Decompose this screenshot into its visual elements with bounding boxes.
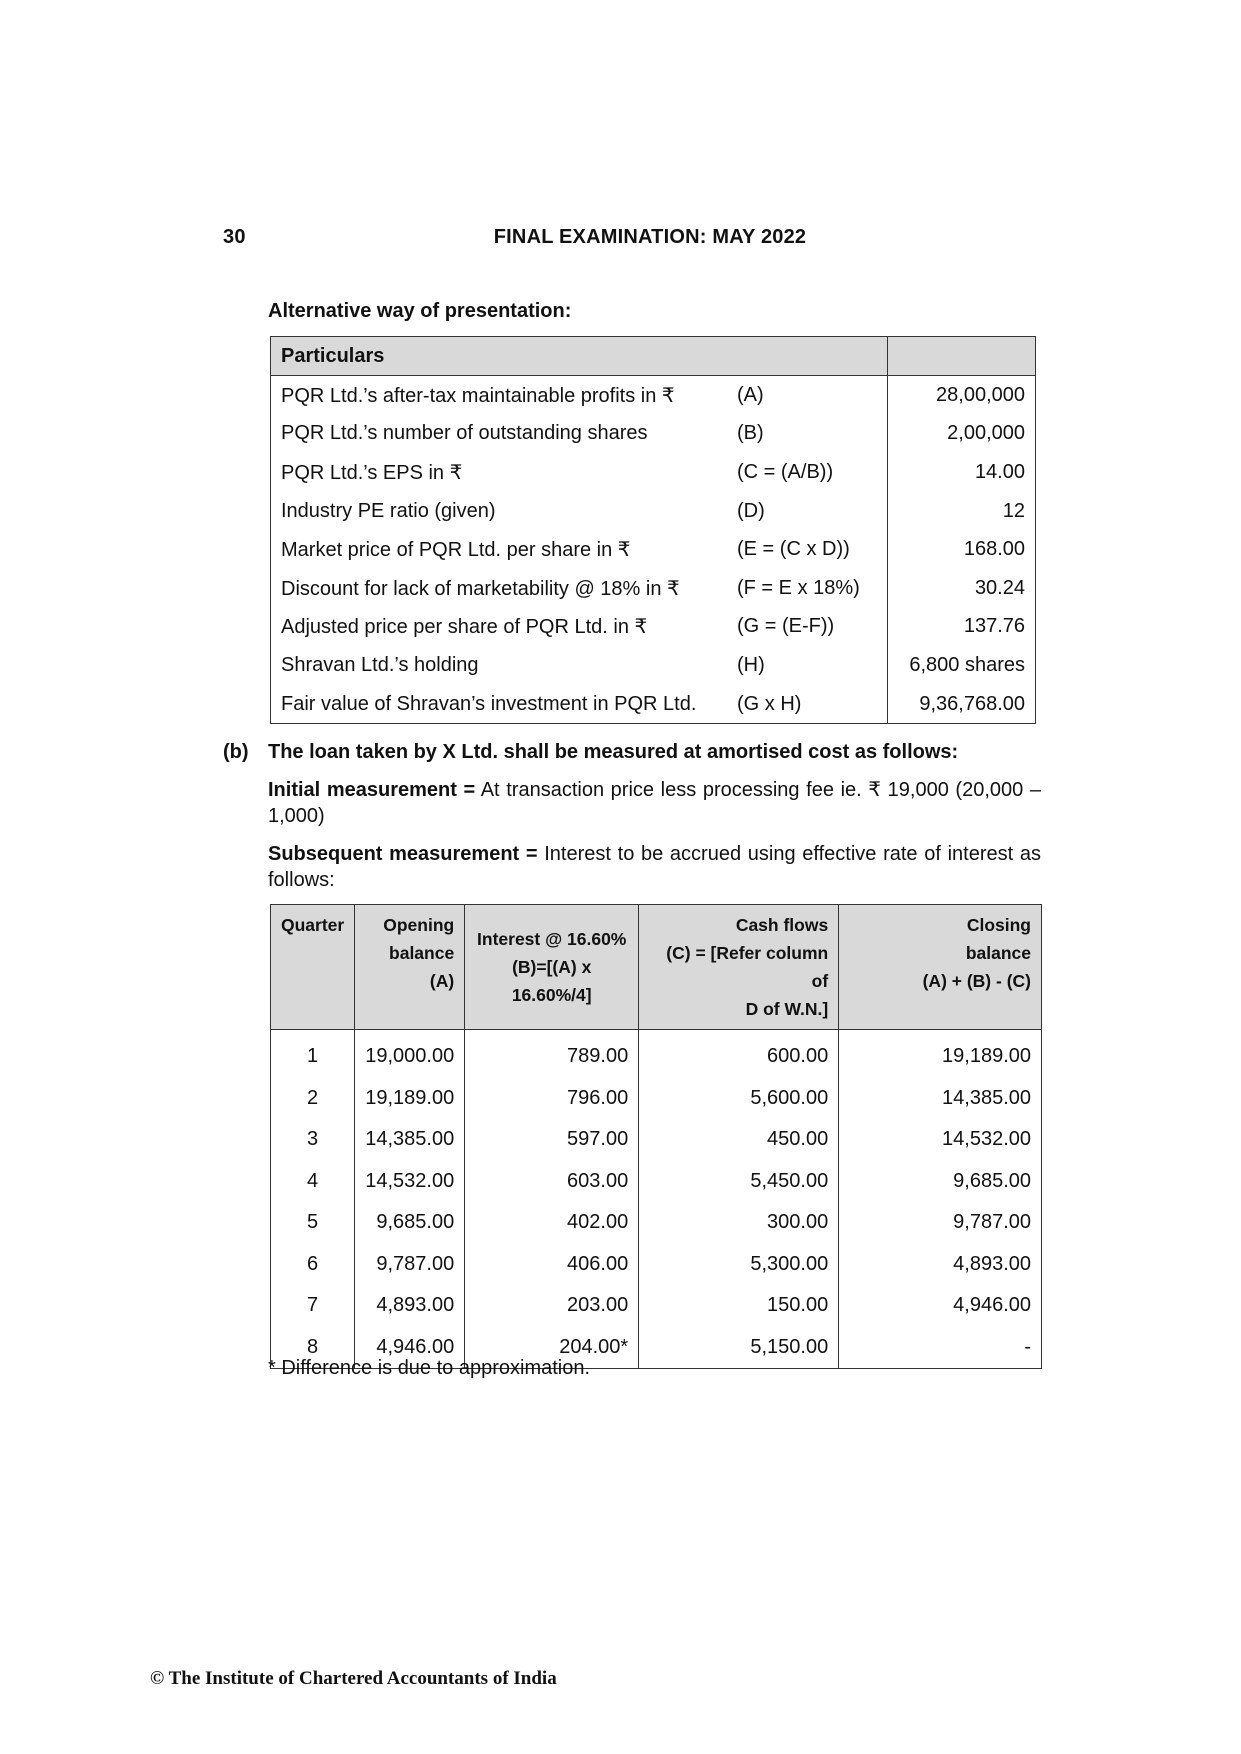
value-cell: 12 [888, 492, 1036, 531]
table-row [271, 376, 1036, 415]
opening-balance-cell: 14,532.00 [355, 1161, 465, 1203]
opening-balance-cell: 9,685.00 [355, 1202, 465, 1244]
table-row [271, 1030, 1042, 1078]
table-row [271, 1285, 1042, 1327]
interest-cell: 203.00 [465, 1285, 639, 1327]
table-row [271, 1161, 1042, 1203]
initial-measurement-paragraph [268, 777, 1041, 829]
alternative-presentation-title: Alternative way of presentation: [268, 300, 572, 322]
particular-cell: Adjusted price per share of PQR Ltd. in ₹ [271, 608, 728, 647]
quarter-cell: 5 [271, 1202, 355, 1244]
interest-cell: 796.00 [465, 1078, 639, 1120]
initial-measurement-label: Initial measurement = [268, 779, 476, 801]
reference-cell: (C = (A/B)) [727, 453, 888, 492]
page-number: 30 [223, 226, 246, 248]
value-cell: 168.00 [888, 530, 1036, 569]
subsequent-measurement-paragraph [268, 841, 1041, 893]
table-row [271, 569, 1036, 608]
opening-header-line1: Opening [383, 915, 455, 935]
alternative-valuation-table [270, 336, 1036, 724]
closing-balance-cell: 14,385.00 [839, 1078, 1042, 1120]
cash-flow-cell: 5,450.00 [639, 1161, 839, 1203]
quarter-header [271, 905, 355, 1030]
cash-header-line1: Cash flows [735, 915, 829, 935]
quarter-cell: 2 [271, 1078, 355, 1120]
subsequent-measurement-label: Subsequent measurement = [268, 843, 538, 865]
reference-cell: (A) [727, 376, 888, 415]
table-row [271, 492, 1036, 531]
reference-cell: (D) [727, 492, 888, 531]
interest-cell: 597.00 [465, 1119, 639, 1161]
subsequent-measurement-text: Interest to be accrued using effective rate of interest as follows: [268, 843, 1041, 891]
value-cell: 6,800 shares [888, 646, 1036, 685]
quarter-cell: 6 [271, 1244, 355, 1286]
table-row [271, 685, 1036, 724]
quarter-header-text: Quarter [281, 915, 345, 935]
particular-cell: Discount for lack of marketability @ 18% in ₹ [271, 569, 728, 608]
page-header-title: FINAL EXAMINATION: MAY 2022 [493, 226, 807, 248]
table-header-row [271, 337, 1036, 376]
quarter-cell: 7 [271, 1285, 355, 1327]
closing-header-line3: (A) + (B) - (C) [922, 971, 1031, 991]
particular-cell: PQR Ltd.’s number of outstanding shares [271, 415, 728, 454]
table-row [271, 453, 1036, 492]
value-cell: 137.76 [888, 608, 1036, 647]
interest-header-line1: Interest @ 16.60% [477, 929, 627, 949]
cash-flow-cell: 5,600.00 [639, 1078, 839, 1120]
reference-cell: (H) [727, 646, 888, 685]
table-row [271, 1078, 1042, 1120]
initial-measurement-text: At transaction price less processing fee ie. ₹ 19,000 (20,000 – 1,000) [268, 779, 1042, 827]
table-row [271, 415, 1036, 454]
table-row [271, 608, 1036, 647]
cash-flow-cell: 5,150.00 [639, 1327, 839, 1369]
cash-flow-cell: 600.00 [639, 1030, 839, 1078]
closing-balance-cell: 19,189.00 [839, 1030, 1042, 1078]
reference-cell: (B) [727, 415, 888, 454]
opening-balance-header [355, 905, 465, 1030]
interest-cell: 603.00 [465, 1161, 639, 1203]
approximation-footnote: * Difference is due to approximation. [268, 1357, 591, 1379]
interest-header [465, 905, 639, 1030]
table-row [271, 646, 1036, 685]
opening-header-line2: balance (A) [389, 943, 455, 991]
reference-cell: (F = E x 18%) [727, 569, 888, 608]
interest-cell: 406.00 [465, 1244, 639, 1286]
closing-balance-cell: 9,685.00 [839, 1161, 1042, 1203]
closing-balance-cell: 14,532.00 [839, 1119, 1042, 1161]
interest-cell: 789.00 [465, 1030, 639, 1078]
particular-cell: PQR Ltd.’s after-tax maintainable profits in ₹ [271, 376, 728, 415]
interest-cell: 402.00 [465, 1202, 639, 1244]
value-cell: 30.24 [888, 569, 1036, 608]
loan-table-header-row [271, 905, 1042, 1030]
opening-balance-cell: 19,000.00 [355, 1030, 465, 1078]
particular-cell: Market price of PQR Ltd. per share in ₹ [271, 530, 728, 569]
part-b-label: (b) [223, 741, 249, 763]
value-header [888, 337, 1036, 376]
closing-balance-cell: 9,787.00 [839, 1202, 1042, 1244]
cash-header-line2: (C) = [Refer column of [666, 943, 829, 991]
value-cell: 9,36,768.00 [888, 685, 1036, 724]
particular-cell: Industry PE ratio (given) [271, 492, 728, 531]
particular-cell: Fair value of Shravan’s investment in PQR Ltd. [271, 685, 728, 724]
reference-cell: (G = (E-F)) [727, 608, 888, 647]
opening-balance-cell: 14,385.00 [355, 1119, 465, 1161]
closing-header-line1: Closing [966, 915, 1031, 935]
table-row [271, 1244, 1042, 1286]
cash-flow-cell: 300.00 [639, 1202, 839, 1244]
value-cell: 28,00,000 [888, 376, 1036, 415]
interest-header-line2: (B)=[(A) x 16.60%/4] [511, 957, 592, 1005]
closing-balance-cell: 4,946.00 [839, 1285, 1042, 1327]
quarter-cell: 3 [271, 1119, 355, 1161]
cash-header-line3: D of W.N.] [745, 999, 829, 1019]
opening-balance-cell: 4,893.00 [355, 1285, 465, 1327]
closing-balance-cell: 4,893.00 [839, 1244, 1042, 1286]
reference-cell: (E = (C x D)) [727, 530, 888, 569]
reference-cell: (G x H) [727, 685, 888, 724]
quarter-cell: 1 [271, 1030, 355, 1078]
cash-flows-header [639, 905, 839, 1030]
quarter-cell: 8 [271, 1327, 355, 1369]
copyright-footer: © The Institute of Chartered Accountants of India [150, 1668, 557, 1689]
part-b-title: The loan taken by X Ltd. shall be measured at amortised cost as follows: [268, 741, 959, 763]
cash-flow-cell: 150.00 [639, 1285, 839, 1327]
particular-cell: PQR Ltd.’s EPS in ₹ [271, 453, 728, 492]
table-row [271, 1202, 1042, 1244]
opening-balance-cell: 9,787.00 [355, 1244, 465, 1286]
table-row [271, 530, 1036, 569]
value-cell: 2,00,000 [888, 415, 1036, 454]
closing-balance-cell: - [839, 1327, 1042, 1369]
cash-flow-cell: 5,300.00 [639, 1244, 839, 1286]
particulars-header: Particulars [271, 337, 888, 376]
closing-balance-header [839, 905, 1042, 1030]
cash-flow-cell: 450.00 [639, 1119, 839, 1161]
amortised-cost-table [270, 904, 1042, 1369]
quarter-cell: 4 [271, 1161, 355, 1203]
opening-balance-cell: 19,189.00 [355, 1078, 465, 1120]
value-cell: 14.00 [888, 453, 1036, 492]
closing-header-line2: balance [965, 943, 1031, 963]
opening-balance-cell: 4,946.00 [355, 1327, 465, 1369]
particular-cell: Shravan Ltd.’s holding [271, 646, 728, 685]
table-row [271, 1119, 1042, 1161]
interest-cell: 204.00* [465, 1327, 639, 1369]
